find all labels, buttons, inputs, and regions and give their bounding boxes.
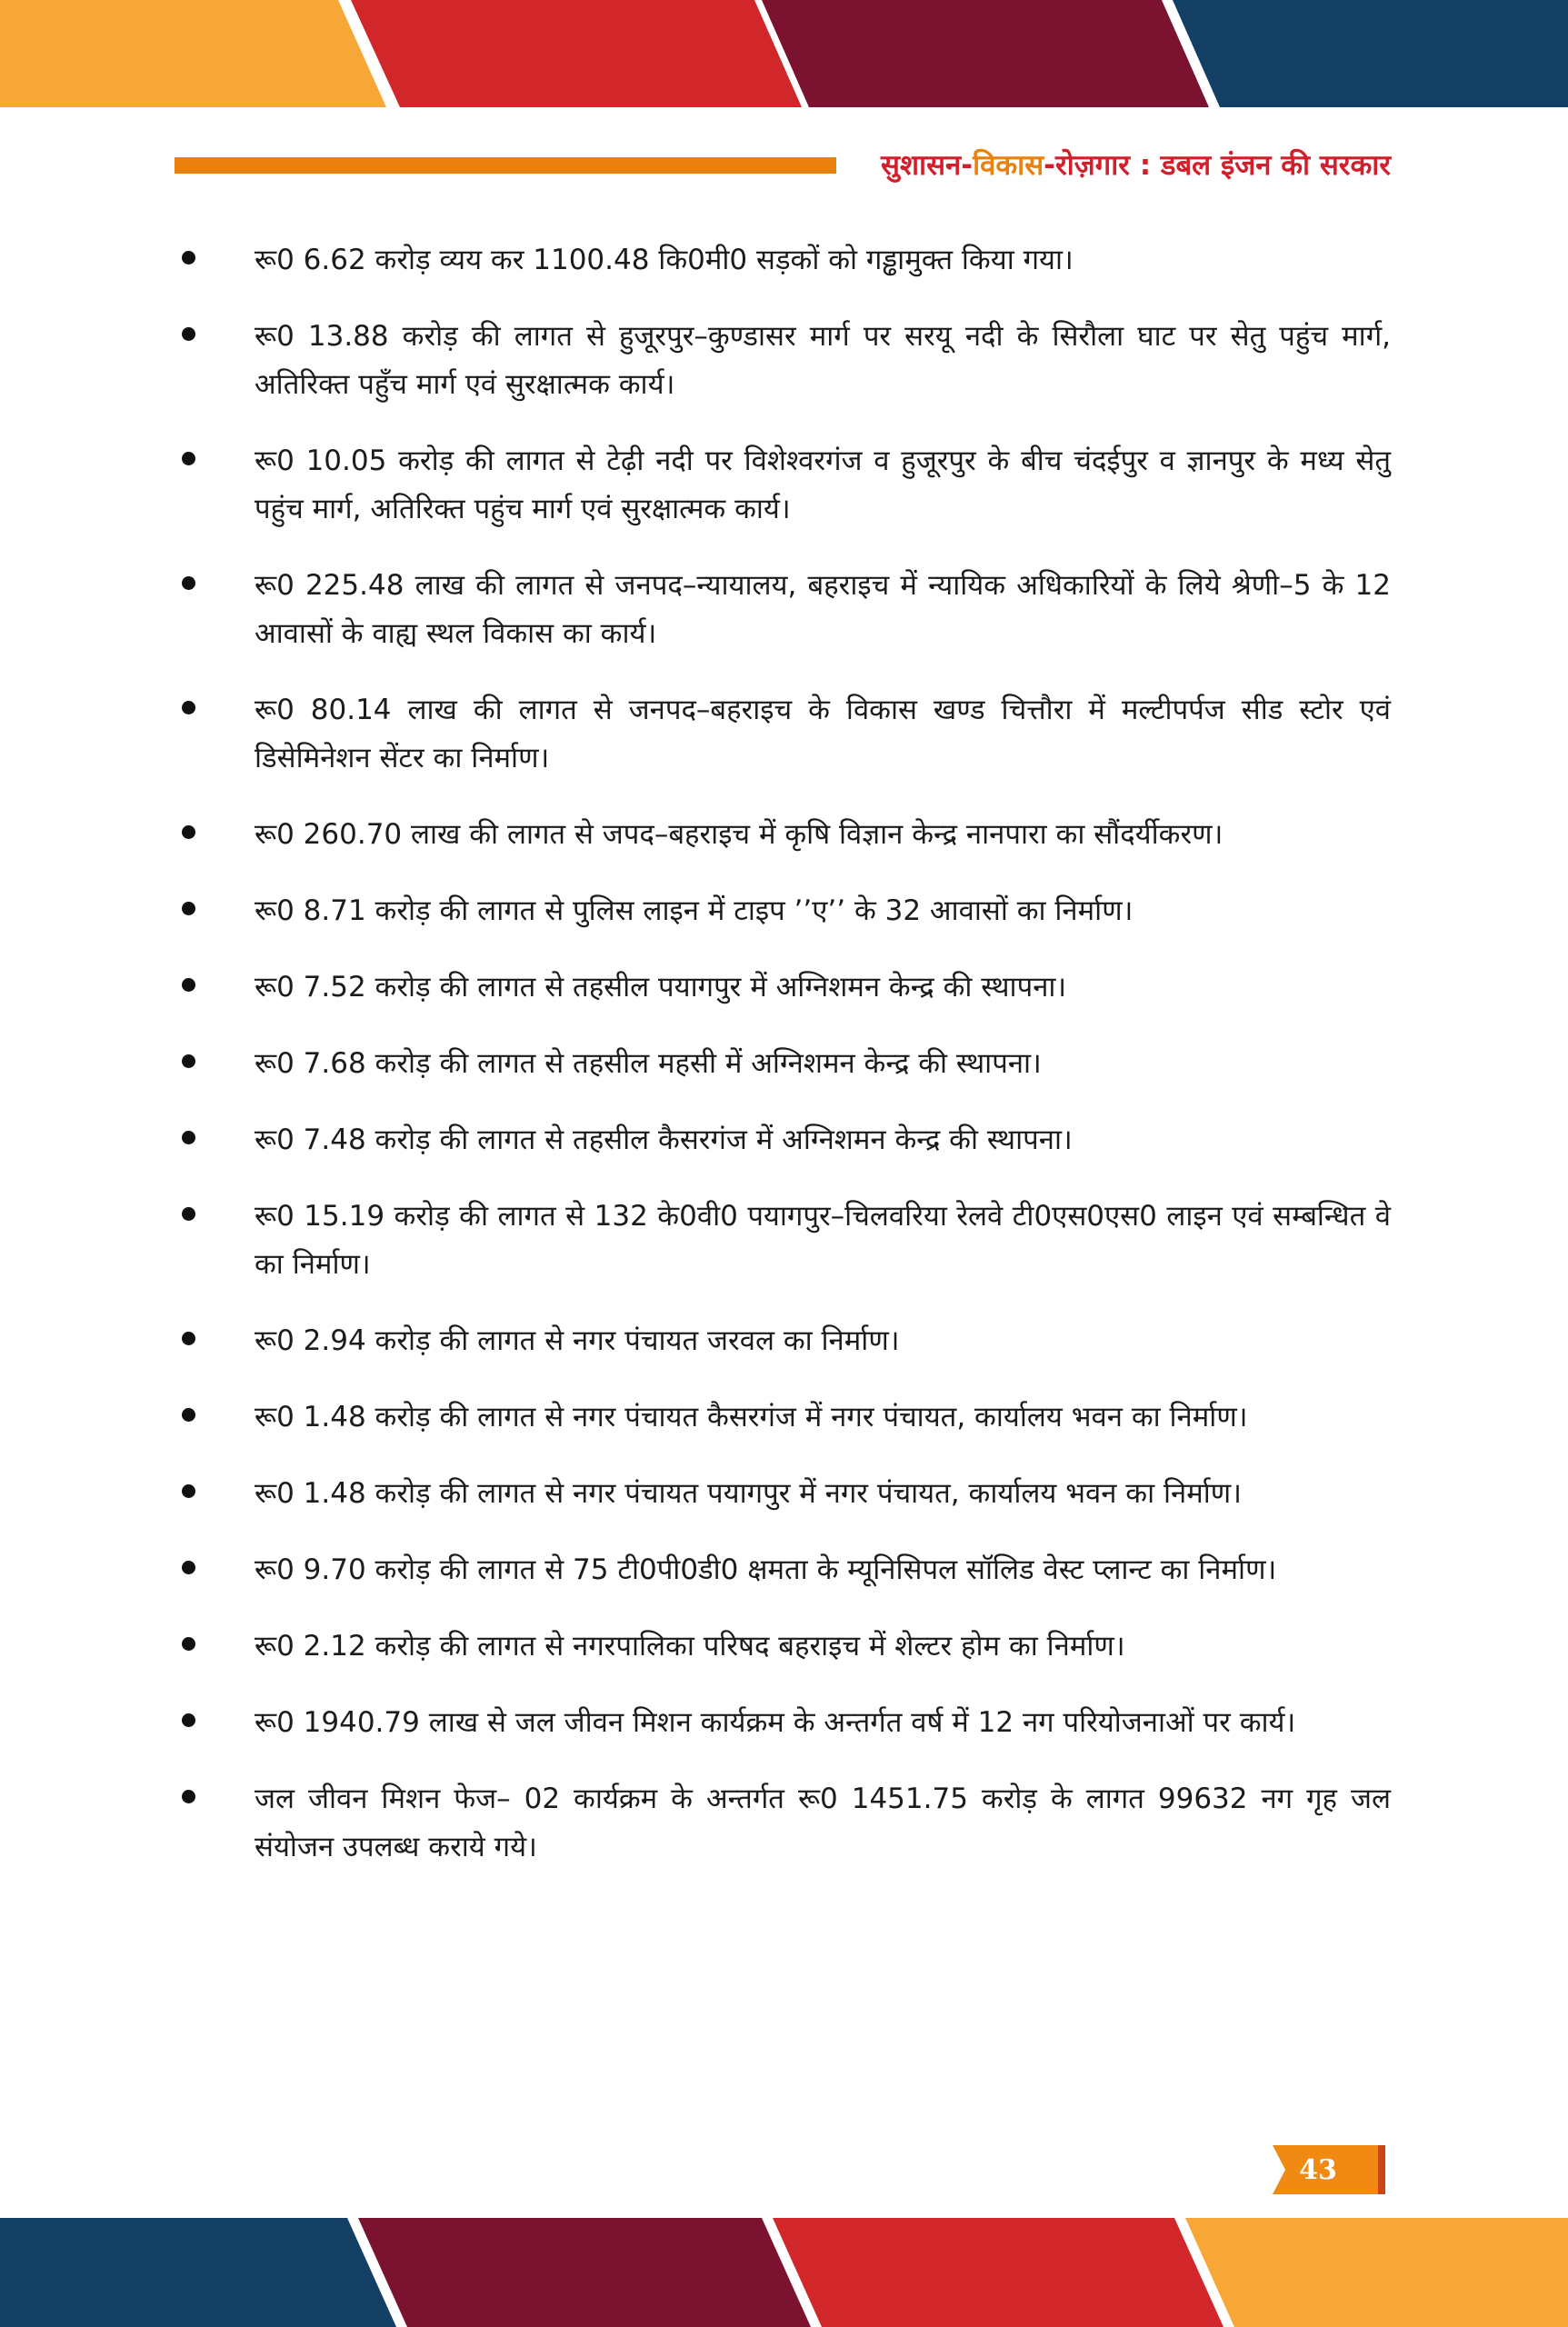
list-item-text: रू0 13.88 करोड़ की लागत से हुजूरपुर–कुण्डासर मार्ग पर सरयू नदी के सिरौला घाट पर सेतु पहुंच मार्ग, अतिरिक्त पहुँच मार्ग एवं सुरक्षात्मक कार्य। [255,320,1391,401]
page-tab-edge [1378,2145,1385,2194]
list-item [175,1393,1391,1442]
top-stripe-maroon [762,0,1209,107]
list-item-text: रू0 9.70 करोड़ की लागत से 75 टी0पी0डी0 क्षमता के म्यूनिसिपल सॉलिड वेस्ट प्लान्ट का निर्माण। [255,1553,1277,1586]
list-item-text: रू0 8.71 करोड़ की लागत से पुलिस लाइन में टाइप ’’ए’’ के 32 आवासों का निर्माण। [255,894,1134,927]
list-item-text: रू0 225.48 लाख की लागत से जनपद–न्यायालय, बहराइच में न्यायिक अधिकारियों के लिये श्रेणी–5 के 12 आवासों के वाह्य स्थल विकास का कार्य। [255,569,1391,650]
header-title-part2: विकास [973,149,1044,182]
header-rule [175,157,836,174]
bullet-list [175,236,1391,1900]
list-item-text: रू0 2.12 करोड़ की लागत से नगरपालिका परिषद बहराइच में शेल्टर होम का निर्माण। [255,1630,1125,1663]
list-item [175,686,1391,783]
list-item [175,562,1391,658]
bottom-stripe-red [773,2218,1223,2327]
list-item [175,811,1391,859]
bullet-icon [182,978,195,992]
bullet-icon [182,1637,195,1651]
bullet-icon [182,1332,195,1345]
list-item-text: रू0 2.94 करोड़ की लागत से नगर पंचायत जरवल का निर्माण। [255,1324,900,1357]
bullet-icon [182,1408,195,1422]
top-stripes [0,0,1568,107]
list-item-text: रू0 260.70 लाख की लागत से जपद–बहराइच में कृषि विज्ञान केन्द्र नानपारा का सौंदर्यीकरण। [255,818,1223,851]
top-stripe-red [351,0,802,107]
list-item-text: रू0 1940.79 लाख से जल जीवन मिशन कार्यक्रम के अन्तर्गत वर्ष में 12 नग परियोजनाओं पर कार्य। [255,1706,1296,1739]
list-item [175,236,1391,285]
bullet-icon [182,1713,195,1727]
list-item [175,1116,1391,1164]
list-item-text: रू0 15.19 करोड़ की लागत से 132 के0वी0 पयागपुर–चिलवरिया रेलवे टी0एस0एस0 लाइन एवं सम्बन्धित वे का निर्माण। [255,1200,1391,1281]
bottom-stripes [0,2218,1568,2327]
list-item [175,313,1391,409]
page-number: 43 [1299,2154,1337,2186]
header-title [881,145,1391,185]
list-item-text: रू0 1.48 करोड़ की लागत से नगर पंचायत पयागपुर में नगर पंचायत, कार्यालय भवन का निर्माण। [255,1477,1242,1510]
list-item-text: रू0 7.52 करोड़ की लागत से तहसील पयागपुर में अग्निशमन केन्द्र की स्थापना। [255,971,1067,1004]
list-item-text: रू0 80.14 लाख की लागत से जनपद–बहराइच के विकास खण्ड चित्तौरा में मल्टीपर्पज सीड स्टोर एवं डिसेमिनेशन सेंटर का निर्माण। [255,694,1391,774]
list-item [175,1193,1391,1289]
list-item [175,887,1391,935]
bottom-decorative-band [0,2218,1568,2327]
bullet-icon [182,1054,195,1068]
list-item-text: रू0 1.48 करोड़ की लागत से नगर पंचायत कैसरगंज में नगर पंचायत, कार्यालय भवन का निर्माण। [255,1401,1248,1433]
bullet-icon [182,251,195,265]
bottom-stripe-maroon [358,2218,811,2327]
bullet-icon [182,1131,195,1144]
list-item [175,1040,1391,1088]
bullet-icon [182,1561,195,1574]
top-stripe-orange [0,0,386,107]
list-item [175,1470,1391,1518]
top-decorative-band [0,0,1568,107]
top-stripe-navy [1173,0,1568,107]
list-item-text: रू0 6.62 करोड़ व्यय कर 1100.48 कि0मी0 सड़कों को गड्ढामुक्त किया गया। [255,244,1074,276]
list-item [175,964,1391,1012]
bullet-icon [182,701,195,714]
bullet-icon [182,902,195,915]
list-item-text: रू0 7.68 करोड़ की लागत से तहसील महसी में अग्निशमन केन्द्र की स्थापना। [255,1047,1042,1080]
bullet-icon [182,825,195,839]
list-item-text: जल जीवन मिशन फेज– 02 कार्यक्रम के अन्तर्गत रू0 1451.75 करोड़ के लागत 99632 नग गृह जल संयोजन उपलब्ध कराये गये। [255,1783,1391,1863]
bullet-icon [182,1207,195,1221]
list-item [175,437,1391,534]
bullet-icon [182,1484,195,1498]
bullet-icon [182,576,195,590]
bullet-icon [182,452,195,465]
bottom-stripe-orange [1185,2218,1568,2327]
list-item [175,1546,1391,1594]
list-item-text: रू0 10.05 करोड़ की लागत से टेढ़ी नदी पर विशेश्वरगंज व हुजूरपुर के बीच चंदईपुर व ज्ञानपुर के मध्य सेतु पहुंच मार्ग, अतिरिक्त पहुंच मार्ग एवं सुरक्षात्मक कार्य। [255,444,1391,525]
bullet-icon [182,1790,195,1803]
list-item [175,1699,1391,1747]
list-item [175,1775,1391,1872]
list-item [175,1317,1391,1365]
header-title-part1: सुशासन- [881,149,974,182]
bottom-stripe-navy [0,2218,396,2327]
bullet-icon [182,327,195,341]
list-item [175,1623,1391,1671]
header-title-part3: -रोज़गार : डबल इंजन की सरकार [1044,149,1391,182]
list-item-text: रू0 7.48 करोड़ की लागत से तहसील कैसरगंज में अग्निशमन केन्द्र की स्थापना। [255,1124,1073,1156]
